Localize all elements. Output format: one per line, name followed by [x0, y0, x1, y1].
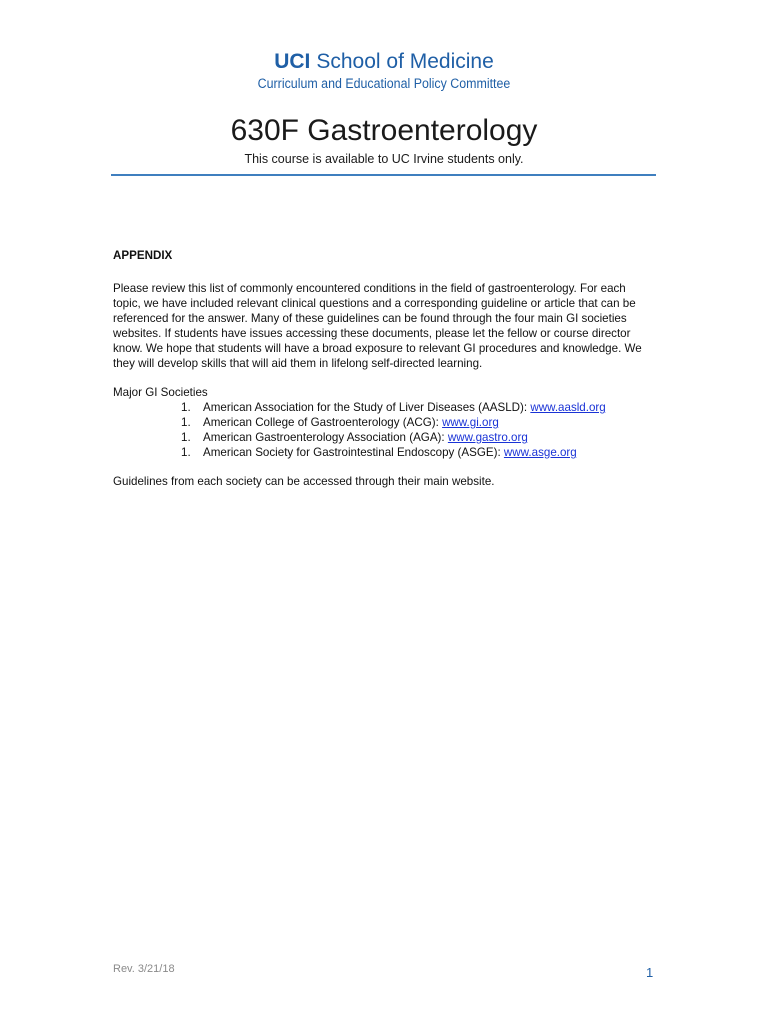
society-link-asge[interactable]: www.asge.org — [503, 446, 577, 459]
list-number: 1. — [181, 416, 191, 429]
list-number: 1. — [181, 446, 191, 459]
list-item — [113, 445, 648, 460]
school-name: School of Medicine — [316, 50, 494, 73]
document-body — [113, 248, 648, 489]
header-divider — [111, 174, 656, 176]
society-name: American Association for the Study of Liver Diseases (AASLD): — [203, 401, 531, 414]
society-link-aga[interactable]: www.gastro.org — [447, 431, 528, 444]
list-item — [113, 415, 648, 430]
societies-list-title: Major GI Societies — [113, 386, 208, 399]
list-item — [113, 430, 648, 445]
uci-wordmark: UCI — [274, 50, 311, 73]
course-title: 630F Gastroenterology — [230, 114, 538, 147]
committee-name: Curriculum and Educational Policy Committee — [257, 76, 511, 91]
revision-date: Rev. 3/21/18 — [113, 963, 175, 975]
list-item — [113, 400, 648, 415]
section-heading: APPENDIX — [113, 249, 173, 262]
society-link-acg[interactable]: www.gi.org — [442, 416, 499, 429]
school-logo-text — [0, 50, 768, 74]
societies-list — [113, 400, 648, 460]
society-link-aasld[interactable]: www.aasld.org — [530, 401, 606, 414]
society-name: American College of Gastroenterology (ACG): — [203, 416, 443, 429]
list-number: 1. — [181, 401, 191, 414]
course-availability-note: This course is available to UC Irvine students only. — [244, 152, 524, 166]
closing-note: Guidelines from each society can be accessed through their main website. — [113, 475, 495, 488]
intro-paragraph: Please review this list of commonly encountered conditions in the field of gastroenterology. For each topic, we have included relevant clinical questions and a corresponding guideline or article that can be referenced for the answer. Many of these guidelines can be found through the four main GI societies websites. If students have issues accessing these documents, please let the fellow or course director know. We hope that students will have a broad exposure to relevant GI procedures and knowledge. We they will develop skills that will aid them in lifelong self-directed learning. — [113, 282, 642, 370]
society-name: American Gastroenterology Association (AGA): — [203, 431, 448, 444]
list-number: 1. — [181, 431, 191, 444]
society-name: American Society for Gastrointestinal Endoscopy (ASGE): — [203, 446, 504, 459]
page-number: 1 — [646, 965, 654, 980]
